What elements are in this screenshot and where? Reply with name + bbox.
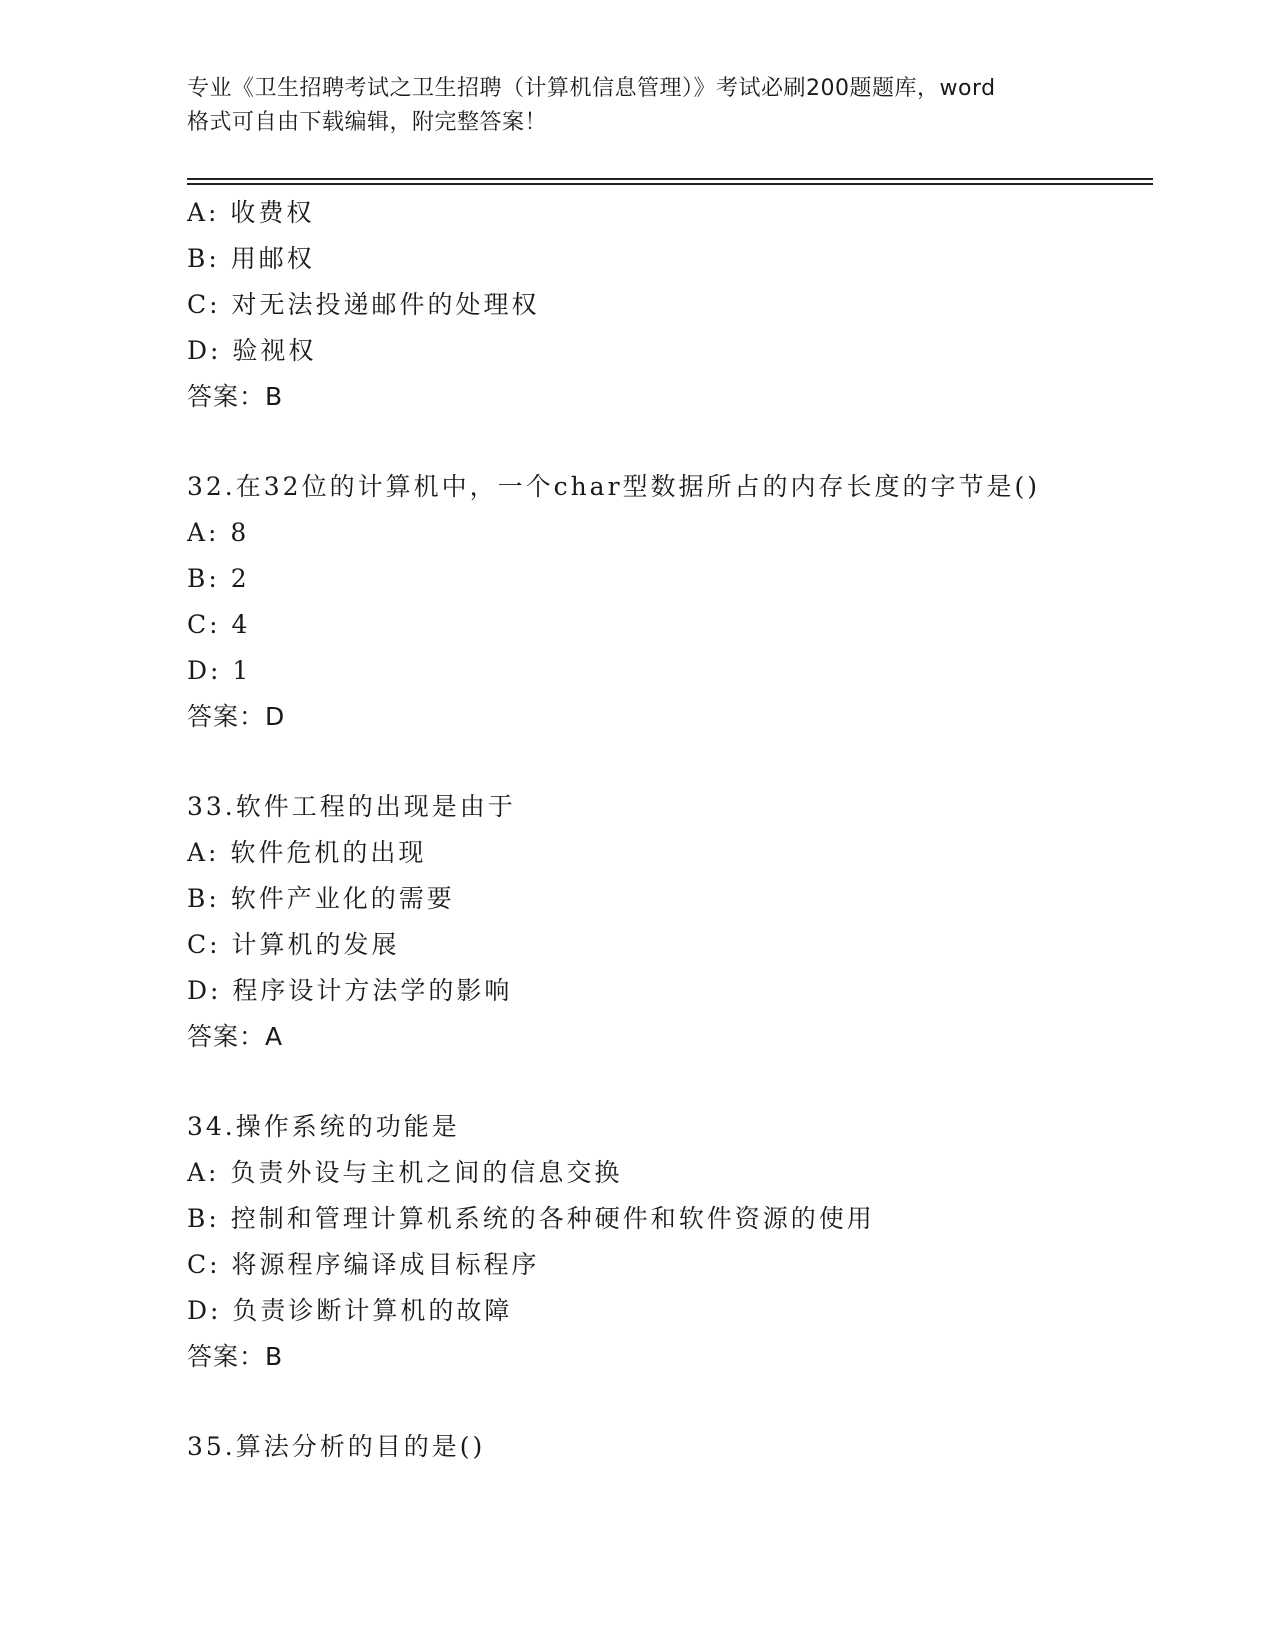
question-block-34 xyxy=(187,1104,1153,1380)
question-list xyxy=(187,190,1153,1470)
header-divider-bottom xyxy=(187,183,1153,185)
question-block xyxy=(187,190,1153,420)
option-a: A: 软件危机的出现 xyxy=(187,838,427,867)
header-divider-top xyxy=(187,178,1153,180)
header-line-2: 格式可自由下载编辑，附完整答案！ xyxy=(187,110,548,135)
option-d: D: 验视权 xyxy=(187,336,317,365)
option-d: D: 程序设计方法学的影响 xyxy=(187,976,513,1005)
question-block-32 xyxy=(187,464,1153,740)
answer-text: 答案：B xyxy=(187,382,284,411)
header-line-1: 专业《卫生招聘考试之卫生招聘（计算机信息管理）》考试必刷200题题库，word xyxy=(187,76,996,101)
question-block-35 xyxy=(187,1424,1153,1470)
option-b: B: 2 xyxy=(187,564,250,593)
question-text: 32.在32位的计算机中，一个char型数据所占的内存长度的字节是() xyxy=(187,472,1041,501)
option-a: A: 收费权 xyxy=(187,198,315,227)
option-a: A: 8 xyxy=(187,518,250,547)
question-text: 35.算法分析的目的是() xyxy=(187,1432,486,1461)
option-b: B: 软件产业化的需要 xyxy=(187,884,455,913)
answer-text: 答案：A xyxy=(187,1022,284,1051)
option-d: D: 1 xyxy=(187,656,252,685)
option-b: B: 控制和管理计算机系统的各种硬件和软件资源的使用 xyxy=(187,1204,875,1233)
answer-text: 答案：B xyxy=(187,1342,284,1371)
option-c: C: 对无法投递邮件的处理权 xyxy=(187,290,540,319)
question-text: 34.操作系统的功能是 xyxy=(187,1112,460,1141)
question-block-33 xyxy=(187,784,1153,1060)
answer-text: 答案：D xyxy=(187,702,286,731)
option-b: B: 用邮权 xyxy=(187,244,315,273)
option-d: D: 负责诊断计算机的故障 xyxy=(187,1296,513,1325)
option-c: C: 计算机的发展 xyxy=(187,930,400,959)
option-c: C: 4 xyxy=(187,610,251,639)
option-c: C: 将源程序编译成目标程序 xyxy=(187,1250,540,1279)
document-header xyxy=(187,72,1087,140)
question-text: 33.软件工程的出现是由于 xyxy=(187,792,516,821)
option-a: A: 负责外设与主机之间的信息交换 xyxy=(187,1158,623,1187)
